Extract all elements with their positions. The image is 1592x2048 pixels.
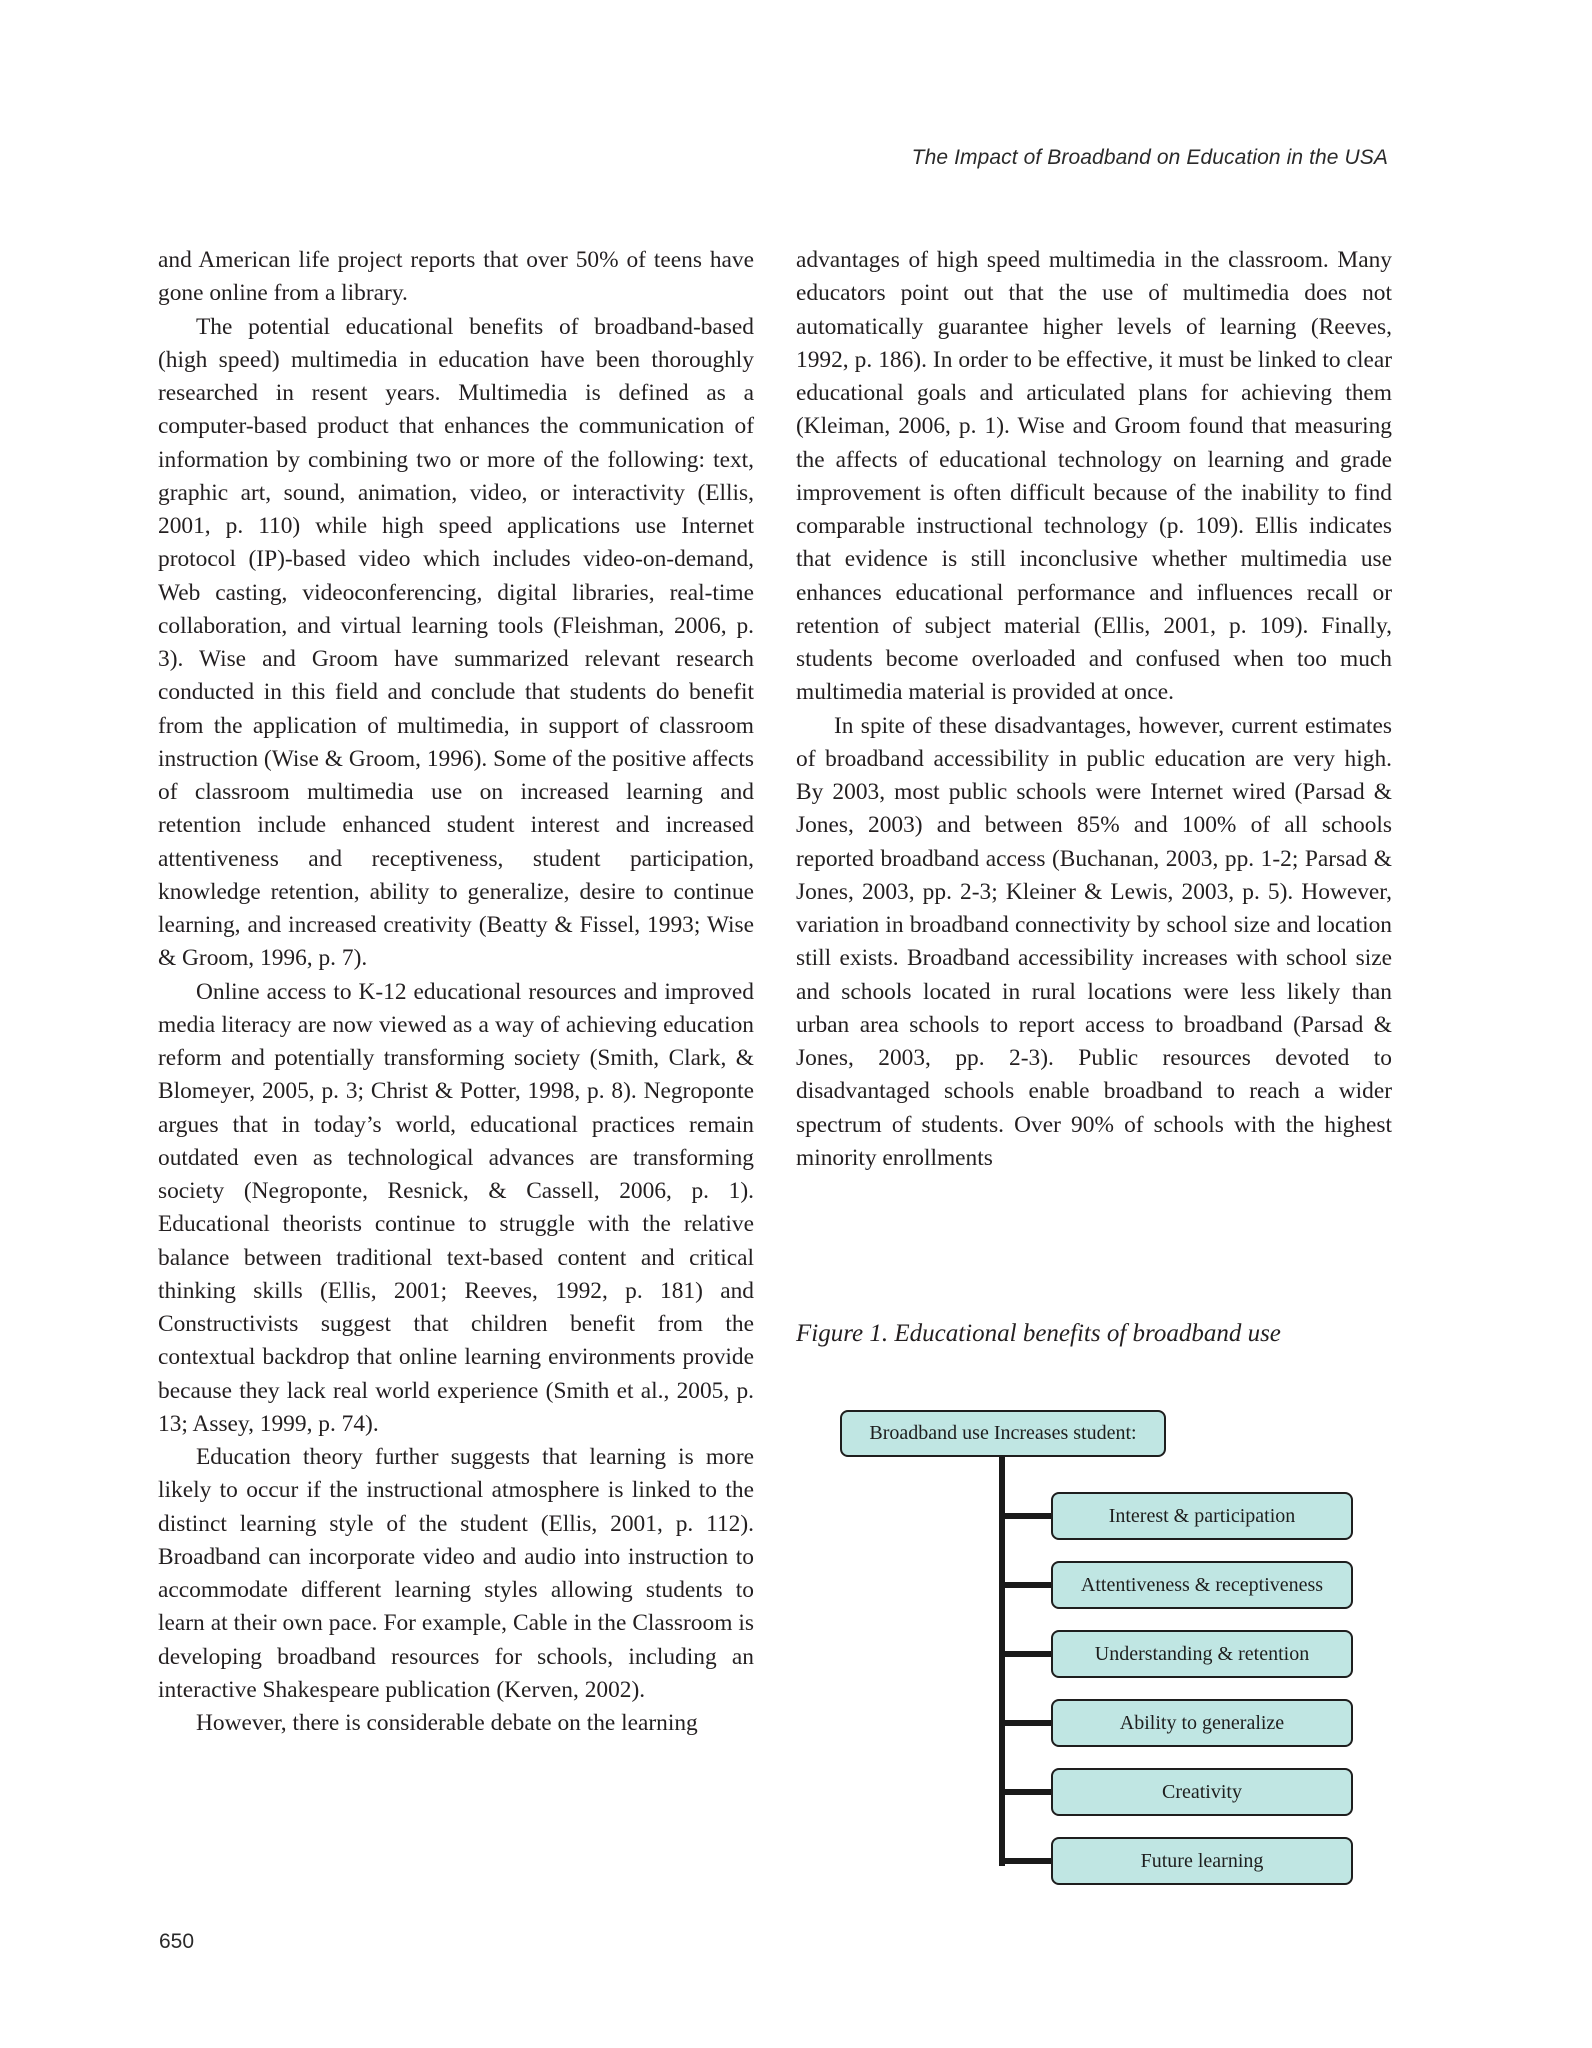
diagram-trunk-connector [999, 1457, 1005, 1866]
running-header-title: The Impact of Broadband on Education in the USA [911, 146, 1388, 169]
diagram-child-label: Ability to generalize [1119, 1711, 1285, 1734]
paragraph: In spite of these disadvantages, however, current estimates of broadband accessibility in public education are very high. By 2003, most public schools were Internet wired (Parsad & Jones, 2003) and between 85% and 100% of all schools reported broadband access (Buchanan, 2003, pp. 1-2; Parsad & Jones, 2003, pp. 2-3; Kleiner & Lewis, 2003, p. 5). However, variation in broadband connectivity by school size and location still exists. Broadband accessibility increases with school size and schools located in rural locations were less likely than urban area schools to report access to broadband (Parsad & Jones, 2003, pp. 2-3). Public resources devoted to disadvantaged schools enable broadband to reach a wider spectrum of students. Over 90% of schools with the highest minority enrollments [796, 712, 1392, 1171]
diagram-branch-connector [999, 1651, 1052, 1657]
figure-caption: Figure 1. Educational benefits of broadband use [796, 1320, 1281, 1347]
diagram-branch-connector [999, 1720, 1052, 1726]
paragraph: advantages of high speed multimedia in the classroom. Many educators point out that the use of multimedia does not automatically guarantee higher levels of learning (Reeves, 1992, p. 186). In order to be effective, it must be linked to clear educational goals and articulated plans for achieving them (Kleiman, 2006, p. 1). Wise and Groom found that measuring the affects of educational technology on learning and grade improvement is often difficult because of the inability to find comparable instructional technology (p. 109). Ellis indicates that evidence is still inconclusive whether multimedia use enhances educational performance and influences recall or retention of subject material (Ellis, 2001, p. 109). Finally, students become overloaded and confused when too much multimedia material is provided at once. [796, 247, 1392, 706]
paragraph: Education theory further suggests that learning is more likely to occur if the instructional atmosphere is linked to the distinct learning style of the student (Ellis, 2001, p. 112). Broadband can incorporate video and audio into instruction to accommodate different learning styles allowing students to learn at their own pace. For example, Cable in the Classroom is developing broadband resources for schools, including an interactive Shakespeare publication (Kerven, 2002). [158, 1444, 754, 1703]
diagram-child-node [1051, 1492, 1353, 1540]
diagram-child-node [1051, 1699, 1353, 1747]
paragraph: However, there is considerable debate on the learning [196, 1710, 698, 1736]
diagram-root-node [840, 1410, 1166, 1457]
paragraph: and American life project reports that over 50% of teens have gone online from a library. [158, 247, 754, 307]
diagram-child-label: Attentiveness & receptiveness [1080, 1573, 1324, 1596]
diagram-child-node [1051, 1768, 1353, 1816]
diagram-child-label: Interest & participation [1108, 1504, 1296, 1527]
right-text-column [796, 244, 1392, 1175]
diagram-branch-connector [999, 1513, 1052, 1519]
paragraph: The potential educational benefits of broadband-based (high speed) multimedia in education have been thoroughly researched in resent years. Multimedia is defined as a computer-based product that enhances the communication of information by combining two or more of the following: text, graphic art, sound, animation, video, or interactivity (Ellis, 2001, p. 110) while high speed applications use Internet protocol (IP)-based video which includes video-on-demand, Web casting, videoconferencing, digital libraries, real-time collaboration, and virtual learning tools (Fleishman, 2006, p. 3). Wise and Groom have summarized relevant research conducted in this field and conclude that students do benefit from the application of multimedia, in support of classroom instruction (Wise & Groom, 1996). Some of the positive affects of classroom multimedia use on increased learning and retention include enhanced student interest and increased attentiveness and receptiveness, student participation, knowledge retention, ability to generalize, desire to continue learning, and increased creativity (Beatty & Fissel, 1993; Wise & Groom, 1996, p. 7). [158, 313, 754, 972]
diagram-root-label: Broadband use Increases student: [869, 1422, 1137, 1444]
left-text-column [158, 244, 754, 1740]
diagram-branch-connector [999, 1789, 1052, 1795]
diagram-child-label: Creativity [1162, 1780, 1242, 1803]
diagram-branch-connector [999, 1858, 1052, 1864]
diagram-child-label: Future learning [1140, 1849, 1264, 1872]
diagram-child-node [1051, 1630, 1353, 1678]
diagram-branch-connector [999, 1582, 1052, 1588]
diagram-child-node [1051, 1561, 1353, 1609]
diagram-child-label: Understanding & retention [1094, 1642, 1310, 1665]
diagram-child-node [1051, 1837, 1353, 1885]
page-number: 650 [159, 1930, 195, 1953]
paragraph: Online access to K-12 educational resources and improved media literacy are now viewed as a way of achieving education reform and potentially transforming society (Smith, Clark, & Blomeyer, 2005, p. 3; Christ & Potter, 1998, p. 8). Negroponte argues that in today’s world, educational practices remain outdated even as technological advances are transforming society (Negroponte, Resnick, & Cassell, 2006, p. 1). Educational theorists continue to struggle with the relative balance between traditional text-based content and critical thinking skills (Ellis, 2001; Reeves, 1992, p. 181) and Constructivists suggest that children benefit from the contextual backdrop that online learning environments provide because they lack real world experience (Smith et al., 2005, p. 13; Assey, 1999, p. 74). [158, 978, 754, 1437]
